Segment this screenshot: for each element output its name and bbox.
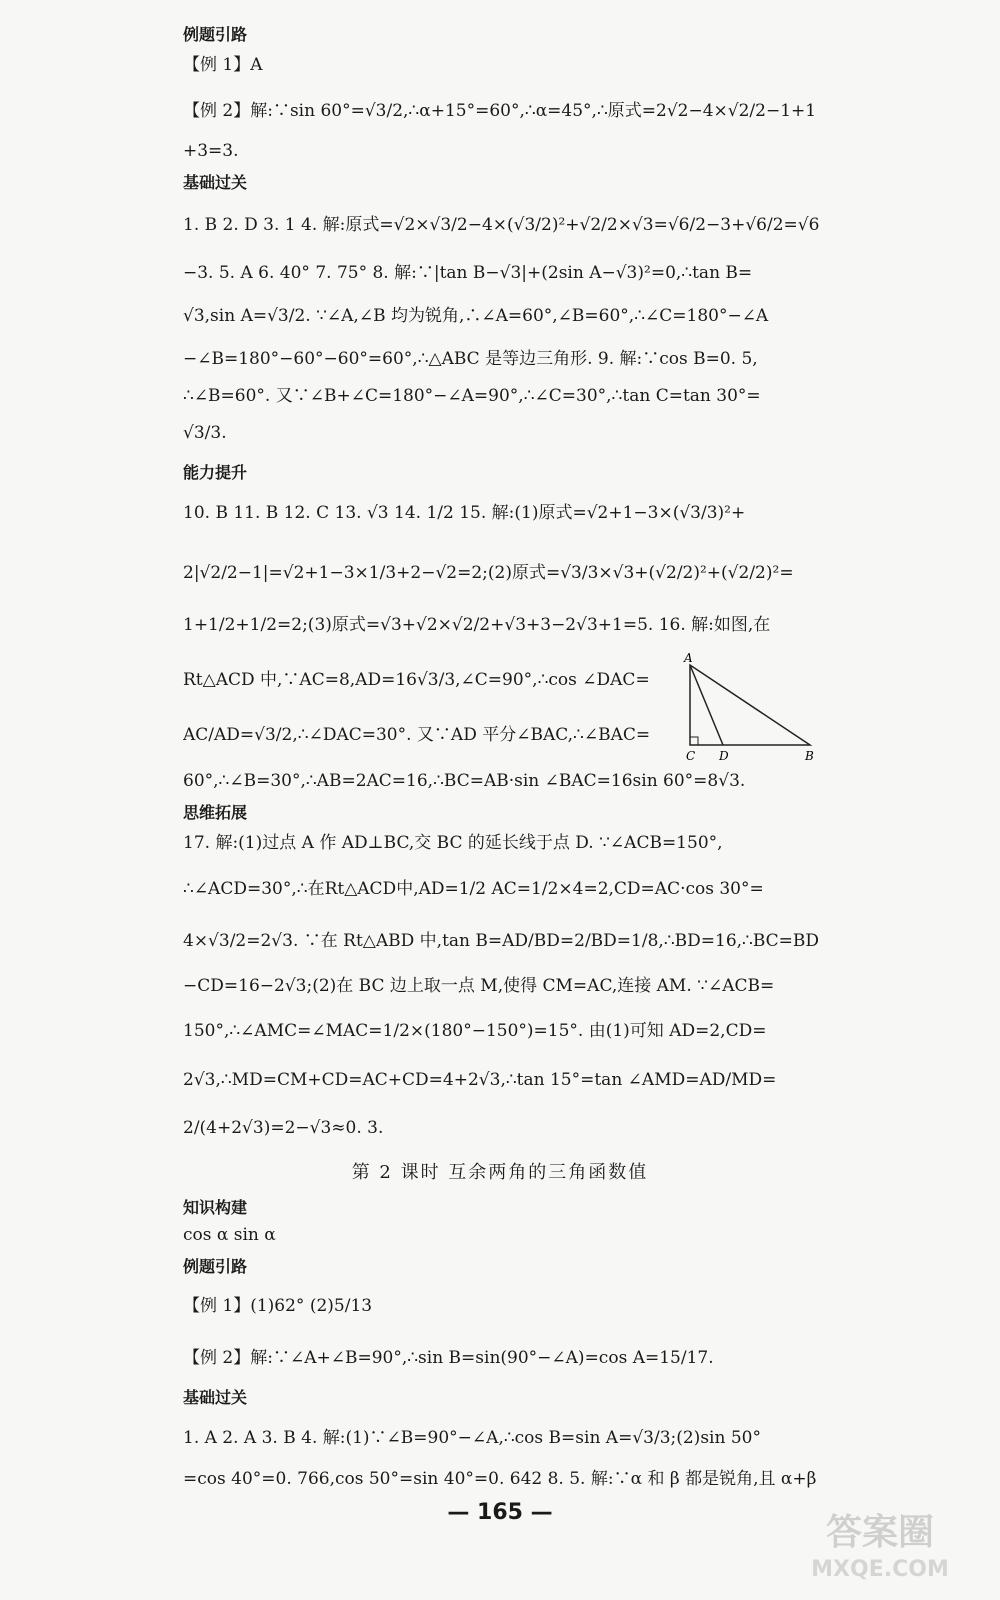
answer-line: ∴∠ACD=30°,∴在Rt△ACD中,AD=1/2 AC=1/2×4=2,CD=AC·cos 30°=: [183, 879, 764, 899]
answer-line: ∴∠B=60°. 又∵∠B+∠C=180°−∠A=90°,∴∠C=30°,∴tan C=tan 30°=: [183, 386, 761, 406]
answer-line: −CD=16−2√3;(2)在 BC 边上取一点 M,使得 CM=AC,连接 AM. ∵∠ACB=: [183, 976, 775, 996]
answer-line: 17. 解:(1)过点 A 作 AD⊥BC,交 BC 的延长线于点 D. ∵∠ACB=150°,: [183, 833, 723, 853]
triangle-figure: [675, 650, 825, 775]
answer-line: 150°,∴∠AMC=∠MAC=1/2×(180°−150°)=15°. 由(1)可知 AD=2,CD=: [183, 1021, 767, 1041]
answer-line: 1+1/2+1/2=2;(3)原式=√3+√2×√2/2+√3+3−2√3+1=5. 16. 解:如图,在: [183, 615, 771, 635]
section-heading: 能力提升: [183, 463, 248, 482]
answer-line: 2√3,∴MD=CM+CD=AC+CD=4+2√3,∴tan 15°=tan ∠AMD=AD/MD=: [183, 1070, 777, 1090]
answer-line: 2|√2/2−1|=√2+1−3×1/3+2−√2=2;(2)原式=√3/3×√3+(√2/2)²+(√2/2)²=: [183, 563, 794, 583]
section-heading: 思维拓展: [183, 803, 248, 822]
answer-line: 【例 2】解:∵sin 60°=√3/2,∴α+15°=60°,∴α=45°,∴原式=2√2−4×√2/2−1+1: [183, 101, 817, 121]
answer-line: 【例 2】解:∵∠A+∠B=90°,∴sin B=sin(90°−∠A)=cos A=15/17.: [183, 1348, 714, 1368]
answer-line: 4×√3/2=2√3. ∵在 Rt△ABD 中,tan B=AD/BD=2/BD=1/8,∴BD=16,∴BC=BD: [183, 931, 820, 951]
answer-line: 【例 1】A: [183, 55, 263, 75]
section-heading: 例题引路: [183, 25, 248, 44]
answer-line: 【例 1】(1)62° (2)5/13: [183, 1296, 373, 1316]
answer-line: =cos 40°=0. 766,cos 50°=sin 40°=0. 642 8. 5. 解:∵α 和 β 都是锐角,且 α+β: [183, 1469, 817, 1489]
section-heading: 基础过关: [183, 173, 248, 192]
watermark-text: 答案圈: [825, 1512, 935, 1553]
answer-line: AC/AD=√3/2,∴∠DAC=30°. 又∵AD 平分∠BAC,∴∠BAC=: [183, 725, 651, 745]
answer-line: −3. 5. A 6. 40° 7. 75° 8. 解:∵|tan B−√3|+(2sin A−√3)²=0,∴tan B=: [183, 263, 753, 283]
answer-line: 1. B 2. D 3. 1 4. 解:原式=√2×√3/2−4×(√3/2)²+√2/2×√3=√6/2−3+√6/2=√6: [183, 215, 820, 235]
page-number: — 165 —: [447, 1500, 553, 1525]
watermark-logo: [780, 1506, 980, 1586]
vertex-label-a: A: [684, 651, 693, 665]
answer-line: −∠B=180°−60°−60°=60°,∴△ABC 是等边三角形. 9. 解:∵cos B=0. 5,: [183, 349, 758, 369]
section-heading: 例题引路: [183, 1257, 248, 1276]
answer-line: 60°,∴∠B=30°,∴AB=2AC=16,∴BC=AB·sin ∠BAC=16sin 60°=8√3.: [183, 771, 746, 791]
answer-line: 2/(4+2√3)=2−√3≈0. 3.: [183, 1118, 384, 1138]
section-heading: 基础过关: [183, 1388, 248, 1407]
vertex-label-b: B: [805, 749, 814, 763]
watermark-url: MXQE.COM: [811, 1557, 949, 1582]
answer-line: √3/3.: [183, 423, 227, 443]
lesson-title: 第 2 课时 互余两角的三角函数值: [351, 1162, 649, 1183]
answer-line: √3,sin A=√3/2. ∵∠A,∠B 均为锐角,∴∠A=60°,∠B=60°,∴∠C=180°−∠A: [183, 306, 769, 326]
answer-line: Rt△ACD 中,∵AC=8,AD=16√3/3,∠C=90°,∴cos ∠DAC=: [183, 670, 650, 690]
vertex-label-d: D: [719, 749, 729, 763]
answer-line: +3=3.: [183, 141, 239, 161]
vertex-label-c: C: [686, 749, 696, 763]
answer-line: 10. B 11. B 12. C 13. √3 14. 1/2 15. 解:(1)原式=√2+1−3×(√3/3)²+: [183, 503, 746, 523]
answer-line: 1. A 2. A 3. B 4. 解:(1)∵∠B=90°−∠A,∴cos B=sin A=√3/3;(2)sin 50°: [183, 1428, 761, 1448]
answer-line: cos α sin α: [183, 1225, 276, 1245]
section-heading: 知识构建: [183, 1198, 248, 1217]
